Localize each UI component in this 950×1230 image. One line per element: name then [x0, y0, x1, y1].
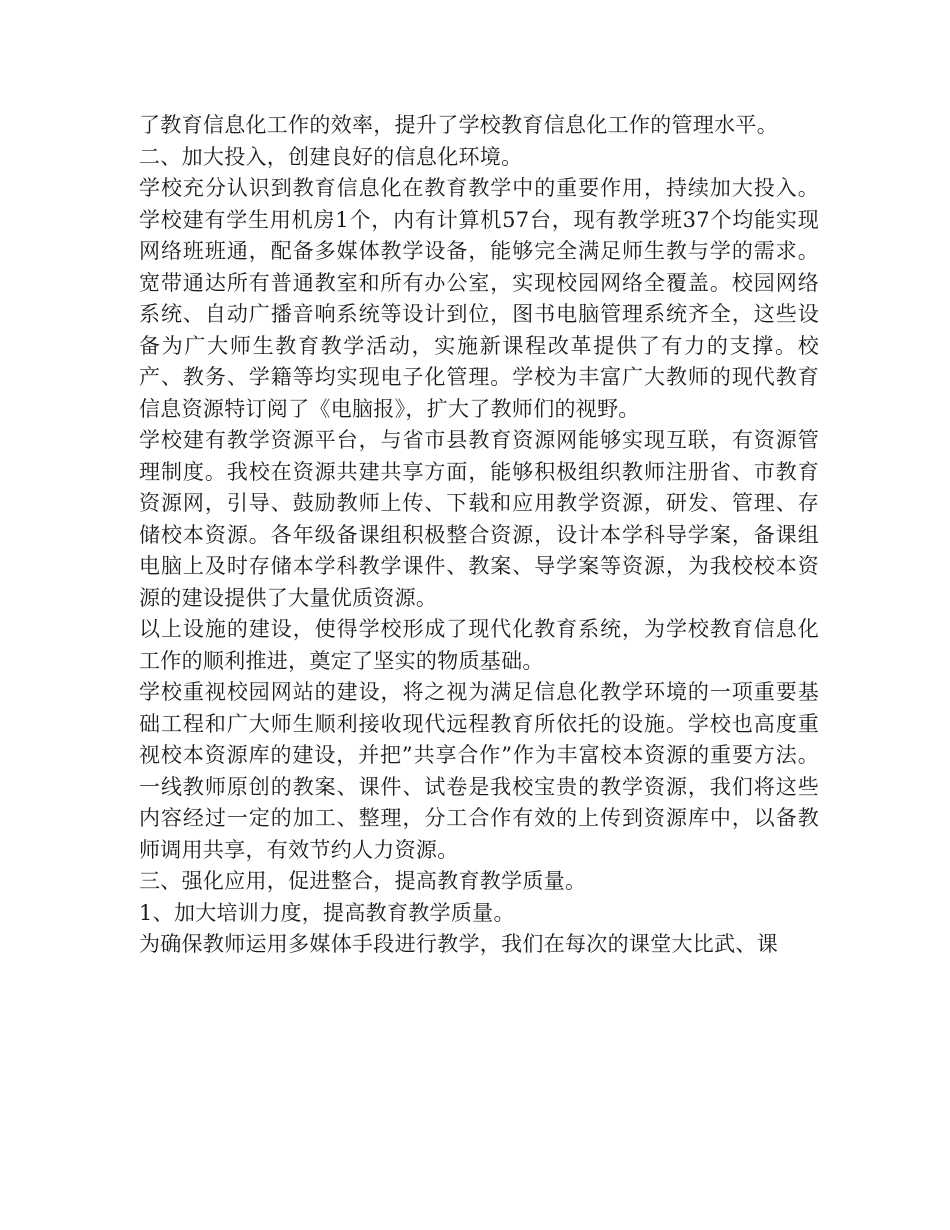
subsection-heading-1: 1、加大培训力度，提高教育教学质量。	[139, 900, 515, 925]
paragraph-continuation: 了教育信息化工作的效率，提升了学校教育信息化工作的管理水平。	[139, 113, 778, 137]
paragraph-training: 为确保教师运用多媒体手段进行教学，我们在每次的课堂大比武、课	[139, 932, 778, 956]
section-heading-3: 三、强化应用，促进整合，提高教育教学质量。	[139, 869, 587, 893]
paragraph-facilities-summary: 以上设施的建设，使得学校形成了现代化教育系统，为学校教育信息化工作的顺利推进，奠定了坚实的物质基础。	[139, 617, 819, 673]
document-page	[139, 110, 819, 961]
paragraph-investment: 学校充分认识到教育信息化在教育教学中的重要作用，持续加大投入。学校建有学生用机房1个，内有计算机57台，现有教学班37个均能实现网络班班通，配备多媒体教学设备，能够完全满足师生教与学的需求。宽带通达所有普通教室和所有办公室，实现校园网络全覆盖。校园网络系统、自动广播音响系统等设计到位，图书电脑管理系统齐全，这些设备为广大师生教育教学活动，实施新课程改革提供了有力的支撑。校产、教务、学籍等均实现电子化管理。学校为丰富广大教师的现代教育信息资源特订阅了《电脑报》，扩大了教师们的视野。	[139, 176, 819, 421]
paragraph-resource-platform: 学校建有教学资源平台，与省市县教育资源网能够实现互联，有资源管理制度。我校在资源共建共享方面，能够积极组织教师注册省、市教育资源网，引导、鼓励教师上传、下载和应用教学资源，研发、管理、存储校本资源。各年级备课组积极整合资源，设计本学科导学案，备课组电脑上及时存储本学科教学课件、教案、导学案等资源，为我校校本资源的建设提供了大量优质资源。	[139, 428, 819, 610]
section-heading-2: 二、加大投入，创建良好的信息化环境。	[139, 144, 523, 169]
paragraph-campus-website: 学校重视校园网站的建设，将之视为满足信息化教学环境的一项重要基础工程和广大师生顺利接收现代远程教育所依托的设施。学校也高度重视校本资源库的建设，并把”共享合作”作为丰富校本资源的重要方法。一线教师原创的教案、课件、试卷是我校宝贵的教学资源，我们将这些内容经过一定的加工、整理，分工合作有效的上传到资源库中，以备教师调用共享，有效节约人力资源。	[139, 680, 819, 862]
